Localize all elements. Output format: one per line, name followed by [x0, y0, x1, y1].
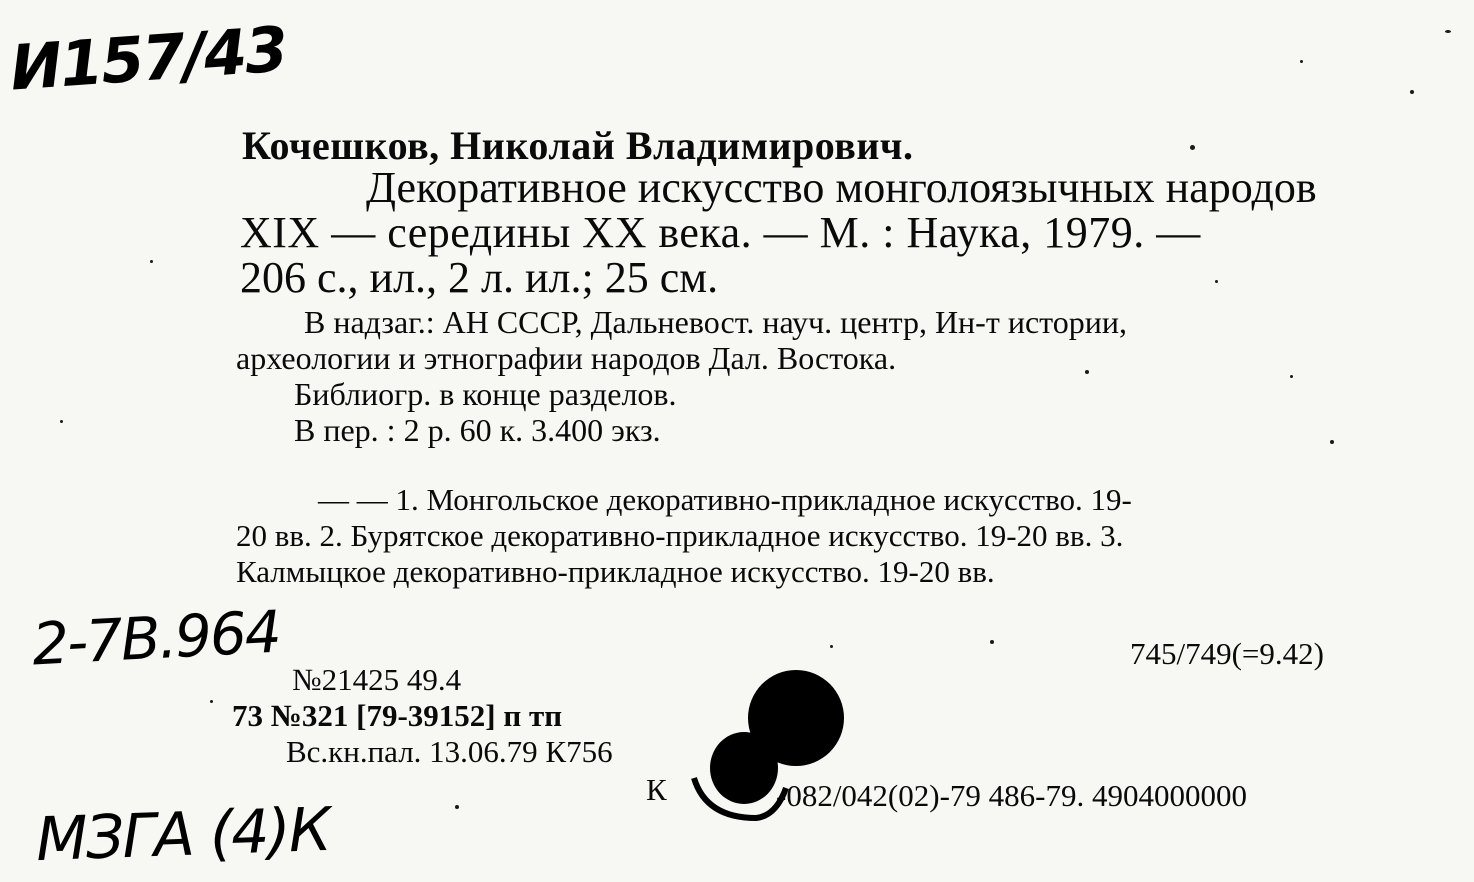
bottom-code-number: -082/042(02)-79 486-79. 4904000000 — [776, 778, 1247, 813]
handwritten-location-code: МЗГА (4)К — [34, 794, 331, 876]
title-line-1: Декоративное искусство монголоязычных народов — [366, 163, 1317, 212]
udc-number: 745/749(=9.42) — [1130, 636, 1324, 671]
dust-speck — [210, 700, 213, 703]
handwritten-call-number: И157/43 — [7, 12, 289, 105]
author-heading: Кочешков, Николай Владимирович. — [242, 123, 914, 168]
ink-blot — [686, 668, 856, 828]
dust-speck — [1410, 90, 1414, 94]
handwritten-classification: 2-7В.964 — [30, 597, 282, 679]
printing-line-3: Вс.кн.пал. 13.06.79 К756 — [286, 734, 613, 769]
dust-speck — [1300, 60, 1303, 63]
subject-line-3: Калмыцкое декоративно-прикладное искусство. 19-20 вв. — [236, 554, 995, 589]
bottom-code-letter: К — [646, 772, 667, 807]
note-line-2: археологии и этнографии народов Дал. Востока. — [236, 340, 897, 376]
dust-speck — [1215, 280, 1218, 283]
dust-speck — [150, 260, 153, 263]
dust-speck — [1445, 30, 1451, 33]
note-line-1: В надзаг.: АН СССР, Дальневост. науч. центр, Ин-т истории, — [304, 304, 1127, 340]
subject-line-1: — — 1. Монгольское декоративно-прикладное искусство. 19- — [318, 482, 1132, 517]
dust-speck — [1085, 370, 1089, 374]
dust-speck — [1290, 375, 1293, 378]
dust-speck — [455, 805, 459, 809]
printing-line-1: №21425 49.4 — [292, 662, 462, 697]
note-line-3: Библиогр. в конце разделов. — [294, 376, 677, 412]
dust-speck — [1330, 440, 1334, 444]
subject-line-2: 20 вв. 2. Бурятское декоративно-прикладное искусство. 19-20 вв. 3. — [236, 518, 1124, 553]
title-line-3: 206 с., ил., 2 л. ил.; 25 см. — [240, 253, 719, 302]
dust-speck — [830, 645, 833, 648]
title-line-2: XIX — середины XX века. — М. : Наука, 1979. — — [240, 208, 1201, 257]
dust-speck — [990, 640, 994, 644]
note-line-4: В пер. : 2 р. 60 к. 3.400 экз. — [294, 412, 661, 448]
dust-speck — [60, 420, 63, 423]
dust-speck — [1190, 145, 1195, 150]
printing-line-2: 73 №321 [79-39152] п тп — [232, 698, 563, 733]
